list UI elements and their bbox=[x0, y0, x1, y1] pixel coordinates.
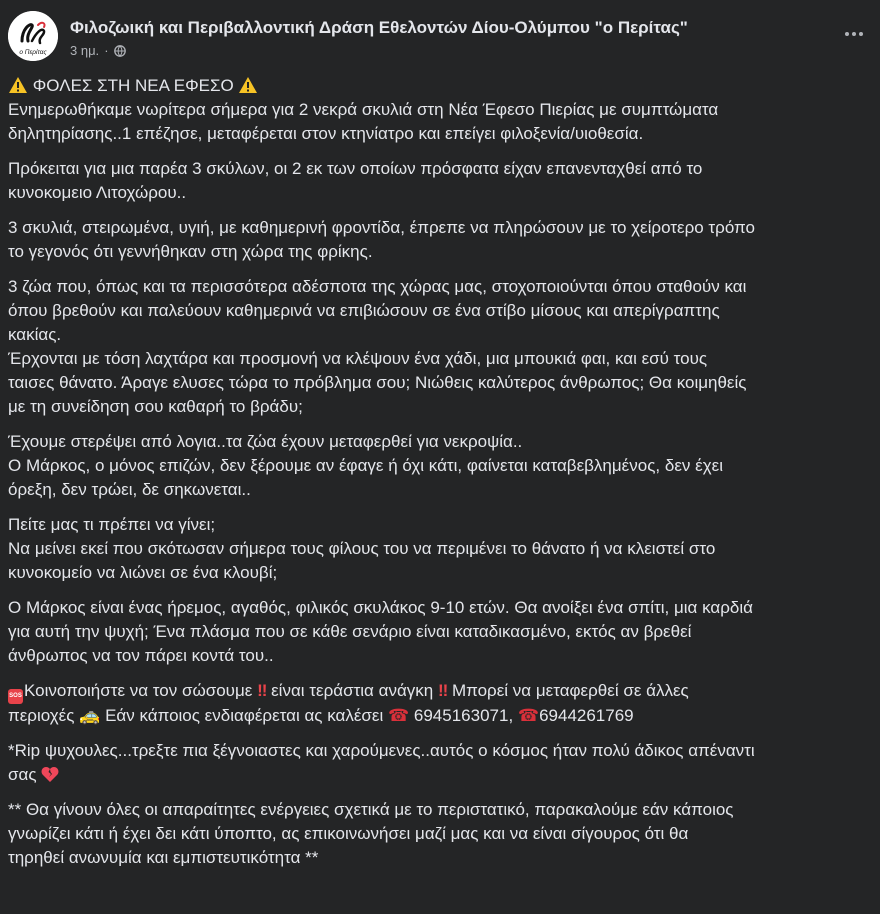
text-line: το γεγονός ότι γεννήθηκαν στη χώρα της φρίκης. bbox=[8, 242, 373, 261]
meta-separator: · bbox=[104, 43, 109, 58]
paragraph-3 bbox=[8, 216, 880, 264]
text-line: Ενημερωθήκαμε νωρίτερα σήμερα για 2 νεκρά σκυλιά στη Νέα Έφεσο Πιερίας με συμπτώματα bbox=[8, 100, 719, 119]
globe-icon[interactable] bbox=[114, 45, 126, 57]
sos-icon: SOS bbox=[8, 689, 23, 704]
post-title: ΦΟΛΕΣ ΣΤΗ ΝΕΑ ΕΦΕΣΟ bbox=[32, 76, 234, 95]
text-line: δηλητηρίασης..1 επέζησε, μεταφέρεται στον κτηνίατρο και επείγει φιλοξενία/υιοθεσία. bbox=[8, 124, 644, 143]
telephone-icon: ☎ bbox=[387, 706, 410, 725]
paragraph-2 bbox=[8, 157, 880, 205]
post-title-line bbox=[8, 74, 880, 98]
post-meta bbox=[70, 43, 126, 58]
text-segment: Κοινοποιήστε να τον σώσουμε bbox=[24, 681, 253, 700]
text-line: με τη συνείδηση σου καθαρή το βράδυ; bbox=[8, 397, 303, 416]
double-exclamation-icon: ‼ bbox=[437, 681, 448, 700]
warning-icon bbox=[238, 76, 258, 94]
text-line: άνθρωπος να τον πάρει κοντά του.. bbox=[8, 646, 274, 665]
page-avatar[interactable] bbox=[8, 11, 58, 61]
text-line: κακίας. bbox=[8, 325, 62, 344]
text-line: τηρηθεί ανωνυμία και εμπιστευτικότητα ** bbox=[8, 848, 319, 867]
telephone-icon: ☎ bbox=[517, 706, 540, 725]
paragraph-10 bbox=[8, 798, 880, 870]
paragraph-4 bbox=[8, 275, 880, 419]
svg-text:ο Περίτας: ο Περίτας bbox=[19, 49, 47, 56]
text-line: ** Θα γίνουν όλες οι απαραίτητες ενέργειες σχετικά με το περιστατικό, παρακαλούμε εάν κάποιος bbox=[8, 800, 734, 819]
text-line: κυνοκομείο να λιώνει σε ένα κλουβί; bbox=[8, 563, 278, 582]
text-segment: Μπορεί να μεταφερθεί σε άλλες bbox=[447, 681, 689, 700]
text-line: όρεξη, δεν τρώει, δε σηκωνεται.. bbox=[8, 480, 251, 499]
paragraph-1 bbox=[8, 98, 880, 146]
text-line: 3 σκυλιά, στειρωμένα, υγιή, με καθημερινή φροντίδα, έπρεπε να πληρώσουν με το χείροτερο τρόπο bbox=[8, 218, 755, 237]
text-line: όπου βρεθούν και παλεύουν καθημερινά να επιβιώσουν σε ένα στίβο μίσους και απερίγραπτης bbox=[8, 301, 720, 320]
text-line: ταισες θάνατο. Άραγε ελυσες τώρα το πρόβλημα σου; Νιώθεις καλύτερος άνθρωπος; Θα κοιμηθείς bbox=[8, 373, 747, 392]
text-line: 3 ζώα που, όπως και τα περισσότερα αδέσποτα της χώρας μας, στοχοποιούνται όπου σταθούν και bbox=[8, 277, 747, 296]
paragraph-9 bbox=[8, 739, 880, 787]
text-line: Έχουμε στερέψει από λογια..τα ζώα έχουν μεταφερθεί για νεκροψία.. bbox=[8, 432, 523, 451]
warning-icon bbox=[8, 76, 28, 94]
post-body bbox=[8, 74, 880, 881]
text-line: *Rip ψυχουλες...τρεξτε πια ξέγνοιαστες και χαρούμενες..αυτός ο κόσμος ήταν πολύ άδικος απέναντι bbox=[8, 741, 755, 760]
text-segment: είναι τεράστια ανάγκη bbox=[266, 681, 438, 700]
text-line: Να μείνει εκεί που σκότωσαν σήμερα τους φίλους του να περιμένει το θάνατο ή να κλειστεί στο bbox=[8, 539, 716, 558]
broken-heart-icon bbox=[41, 766, 59, 783]
phone-number[interactable]: 6944261769 bbox=[539, 706, 634, 725]
logo-icon bbox=[8, 11, 58, 61]
text-line: Ο Μάρκος είναι ένας ήρεμος, αγαθός, φιλικός σκυλάκος 9-10 ετών. Θα ανοίξει ένα σπίτι, μια καρδιά bbox=[8, 598, 753, 617]
text-line: Πρόκειται για μια παρέα 3 σκύλων, οι 2 εκ των οποίων πρόσφατα είχαν επανενταχθεί από το bbox=[8, 159, 703, 178]
paragraph-6 bbox=[8, 513, 880, 585]
text-line: Έρχονται με τόση λαχτάρα και προσμονή να κλέψουν ένα χάδι, μια μπουκιά φαι, και εσύ τους bbox=[8, 349, 708, 368]
text-line: για αυτή την ψυχή; Ένα πλάσμα που σε κάθε σενάριο είναι καταδικασμένο, εκτός αν βρεθεί bbox=[8, 622, 692, 641]
text-segment: Εάν κάποιος ενδιαφέρεται ας καλέσει bbox=[100, 706, 388, 725]
text-line: Πείτε μας τι πρέπει να γίνει; bbox=[8, 515, 216, 534]
text-line: Ο Μάρκος, ο μόνος επιζών, δεν ξέρουμε αν έφαγε ή όχι κάτι, φαίνεται καταβεβλημένος, δεν έχει bbox=[8, 456, 723, 475]
double-exclamation-icon: ‼ bbox=[257, 681, 267, 700]
text-line: γνωρίζει κάτι ή έχει δει κάτι ύποπτο, ας επικοινωνήσει μαζί μας και να είναι σίγουρος ότι θα bbox=[8, 824, 689, 843]
page-name-link[interactable]: Φιλοζωική και Περιβαλλοντική Δράση Εθελοντών Δίου-Ολύμπου "ο Περίτας" bbox=[70, 18, 688, 37]
paragraph-5 bbox=[8, 430, 880, 502]
paragraph-7 bbox=[8, 596, 880, 668]
post-header bbox=[8, 8, 880, 62]
taxi-icon: 🚕 bbox=[79, 706, 101, 725]
more-options-icon[interactable] bbox=[842, 22, 866, 46]
phone-number[interactable]: 6945163071, bbox=[409, 706, 518, 725]
text-segment: σας bbox=[8, 765, 42, 784]
paragraph-8 bbox=[8, 679, 880, 728]
text-segment: περιοχές bbox=[8, 706, 80, 725]
text-line: κυνοκομειο Λιτοχώρου.. bbox=[8, 183, 187, 202]
post-time[interactable]: 3 ημ. bbox=[70, 43, 100, 58]
